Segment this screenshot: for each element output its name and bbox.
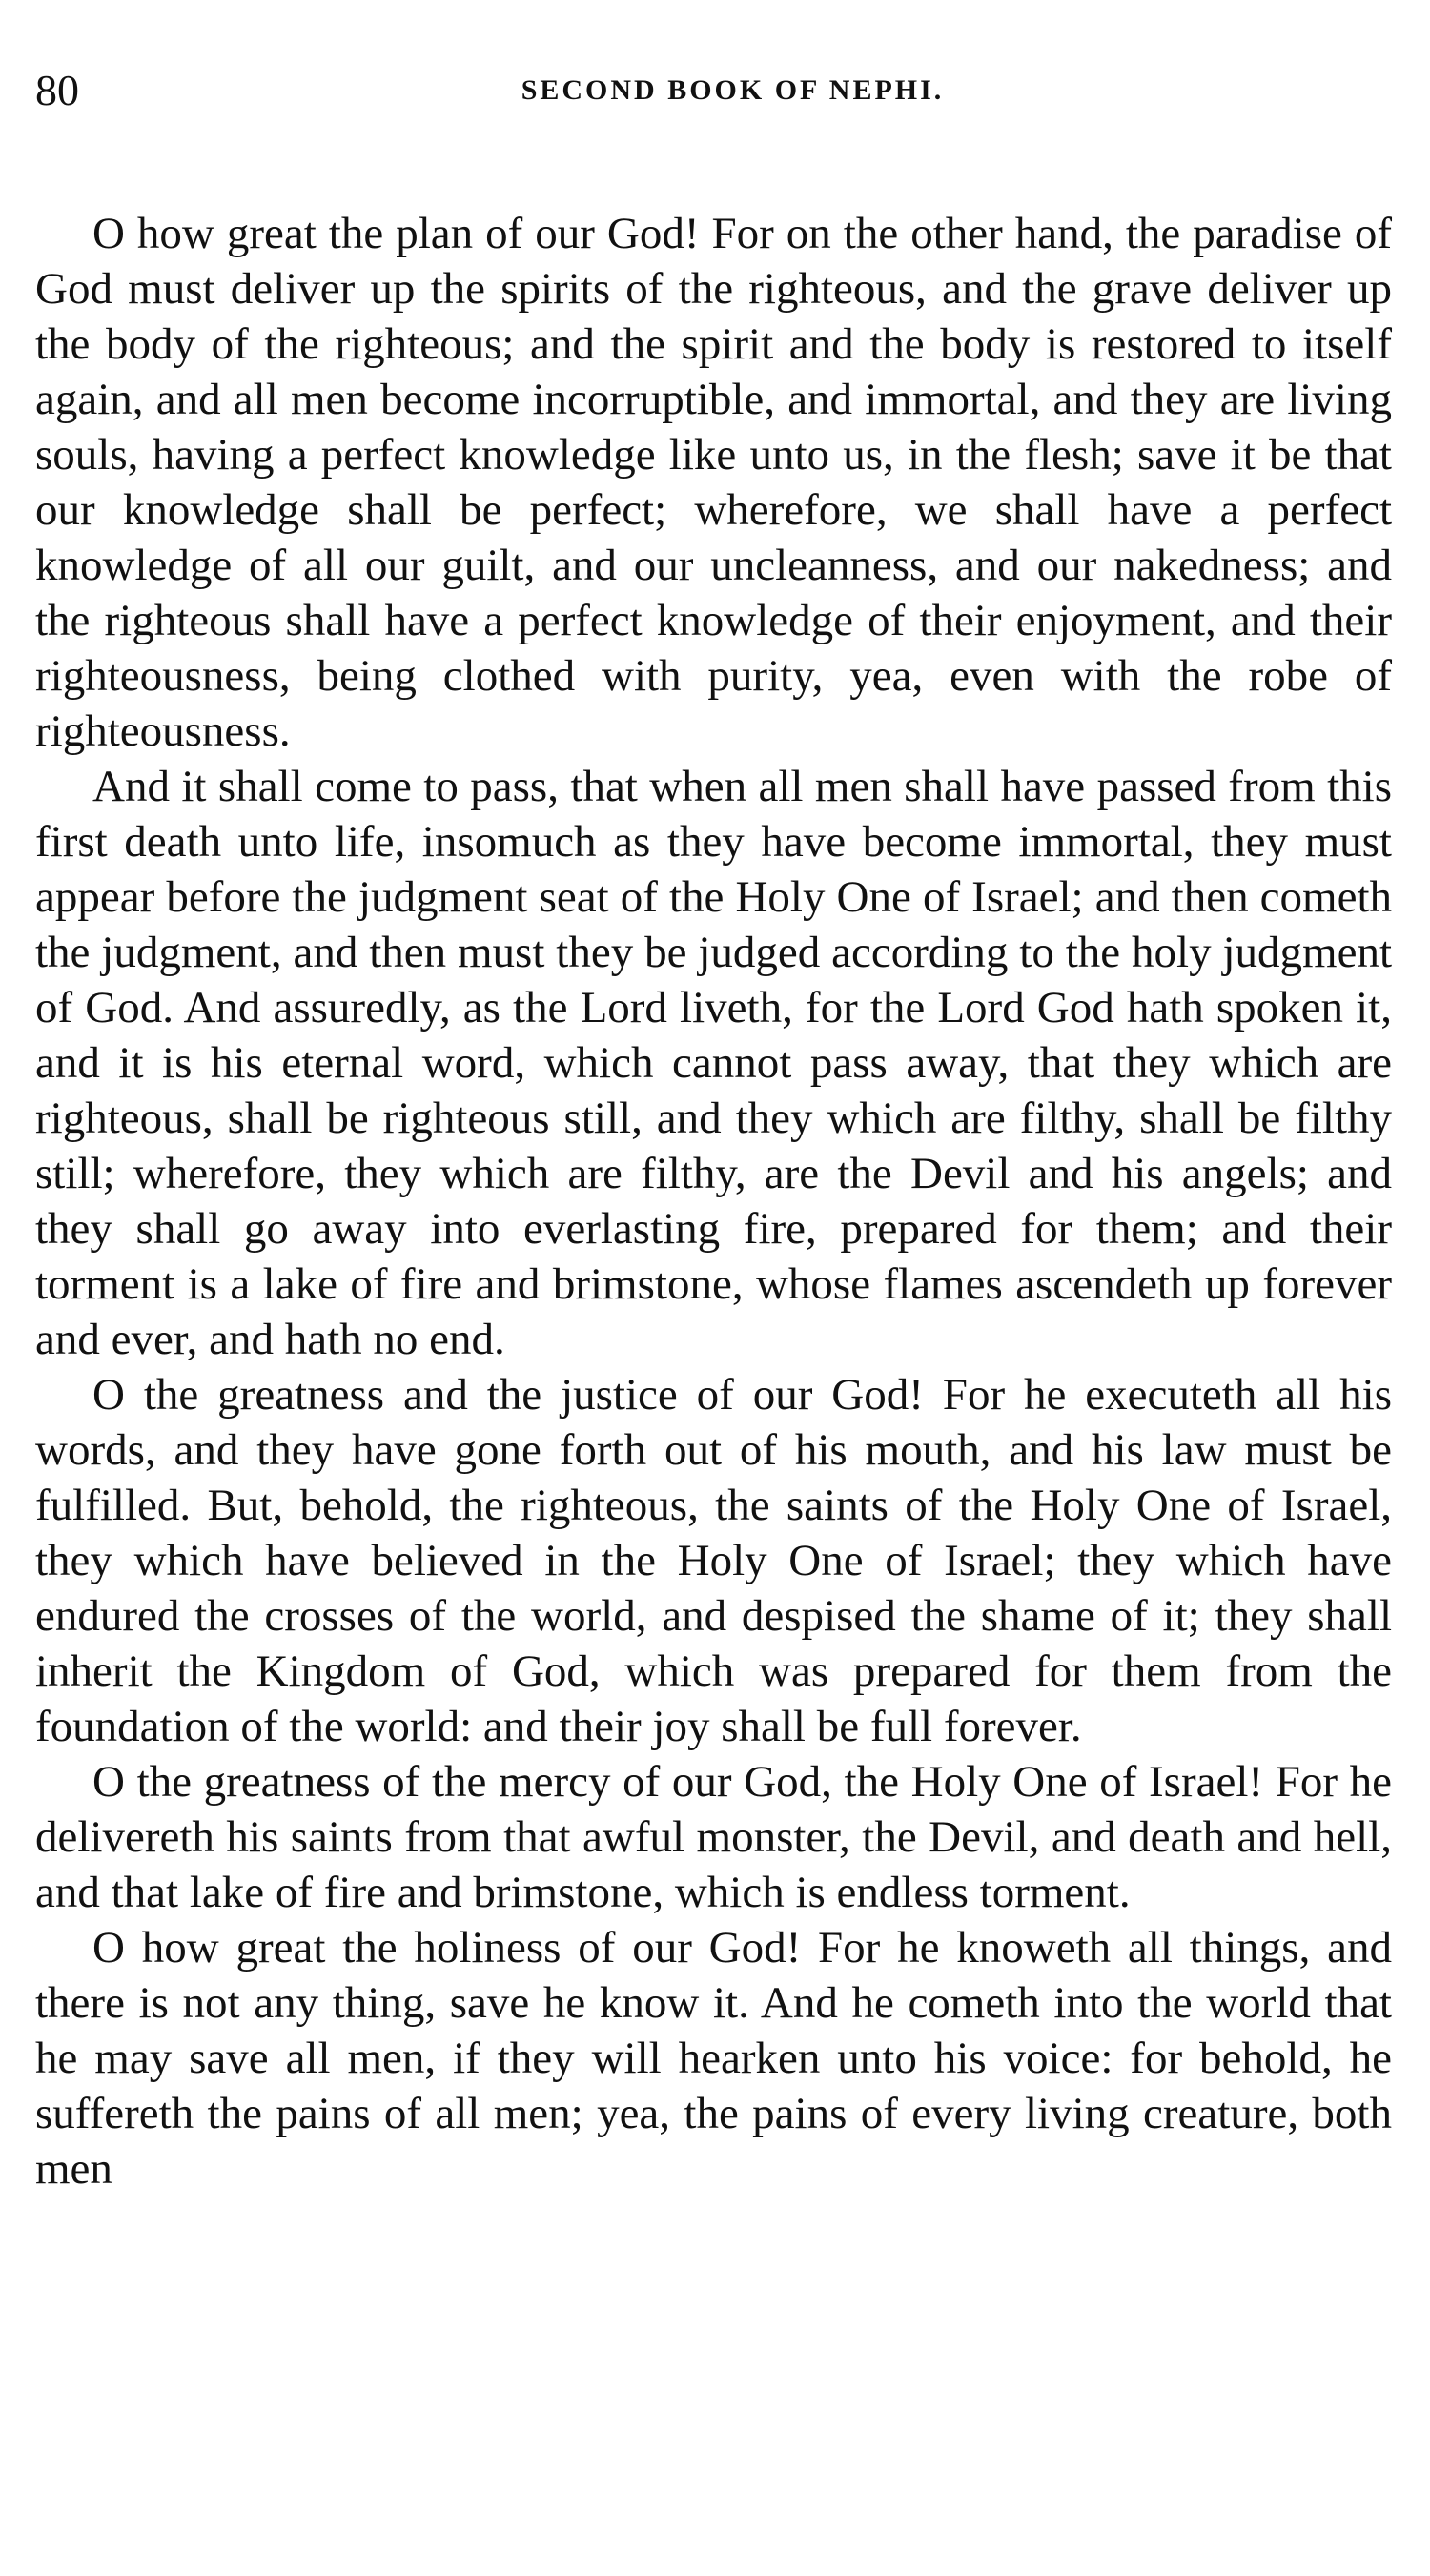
paragraph-holiness-of-god: O how great the holiness of our God! For he knoweth all things, and there is not any thing, save he know it. And he cometh into the world that he may save all men, if they will hearken unto his voice: for behold, he suffereth the pains of all men; yea, the pains of every living creature, both men [35, 1923, 1392, 2194]
running-head [35, 53, 1392, 128]
body-text [35, 206, 1392, 2197]
book-title: SECOND BOOK OF NEPHI. [521, 74, 945, 106]
paragraph-judgment: And it shall come to pass, that when all men shall have passed from this first death unto life, insomuch as they have become immortal, they must appear before the judgment seat of the Holy One of Israel; and then cometh the judgment, and then must they be judged according to the holy judgment of God. And assuredly, as the Lord liveth, for the Lord God hath spoken it, and it is his eternal word, which cannot pass away, that they which are righteous, shall be righteous still, and they which are filthy, shall be filthy still; wherefore, they which are filthy, are the Devil and his angels; and they shall go away into everlasting fire, prepared for them; and their torment is a lake of fire and brimstone, whose flames ascendeth up forever and ever, and hath no end. [35, 762, 1392, 1364]
paragraph-plan-of-god: O how great the plan of our God! For on the other hand, the paradise of God must deliver up the spirits of the righteous, and the grave deliver up the body of the righteous; and the spirit and the body is restored to itself again, and all men become incorruptible, and immortal, and they are living souls, having a perfect knowledge like unto us, in the flesh; save it be that our knowledge shall be perfect; wherefore, we shall have a perfect knowledge of all our guilt, and our uncleanness, and our nakedness; and the righteous shall have a perfect knowledge of their enjoyment, and their righteousness, being clothed with purity, yea, even with the robe of righteousness. [35, 209, 1392, 756]
page-number: 80 [35, 66, 79, 114]
paragraph-justice-of-god: O the greatness and the justice of our God! For he executeth all his words, and they have gone forth out of his mouth, and his law must be fulfilled. But, behold, the righteous, the saints of the Holy One of Israel, they which have believed in the Holy One of Israel; they which have endured the crosses of the world, and despised the shame of it; they shall inherit the Kingdom of God, which was prepared for them from the foundation of the world: and their joy shall be full forever. [35, 1370, 1392, 1751]
paragraph-mercy-of-god: O the greatness of the mercy of our God, the Holy One of Israel! For he delivereth his saints from that awful monster, the Devil, and death and hell, and that lake of fire and brimstone, which is endless torment. [35, 1757, 1392, 1917]
